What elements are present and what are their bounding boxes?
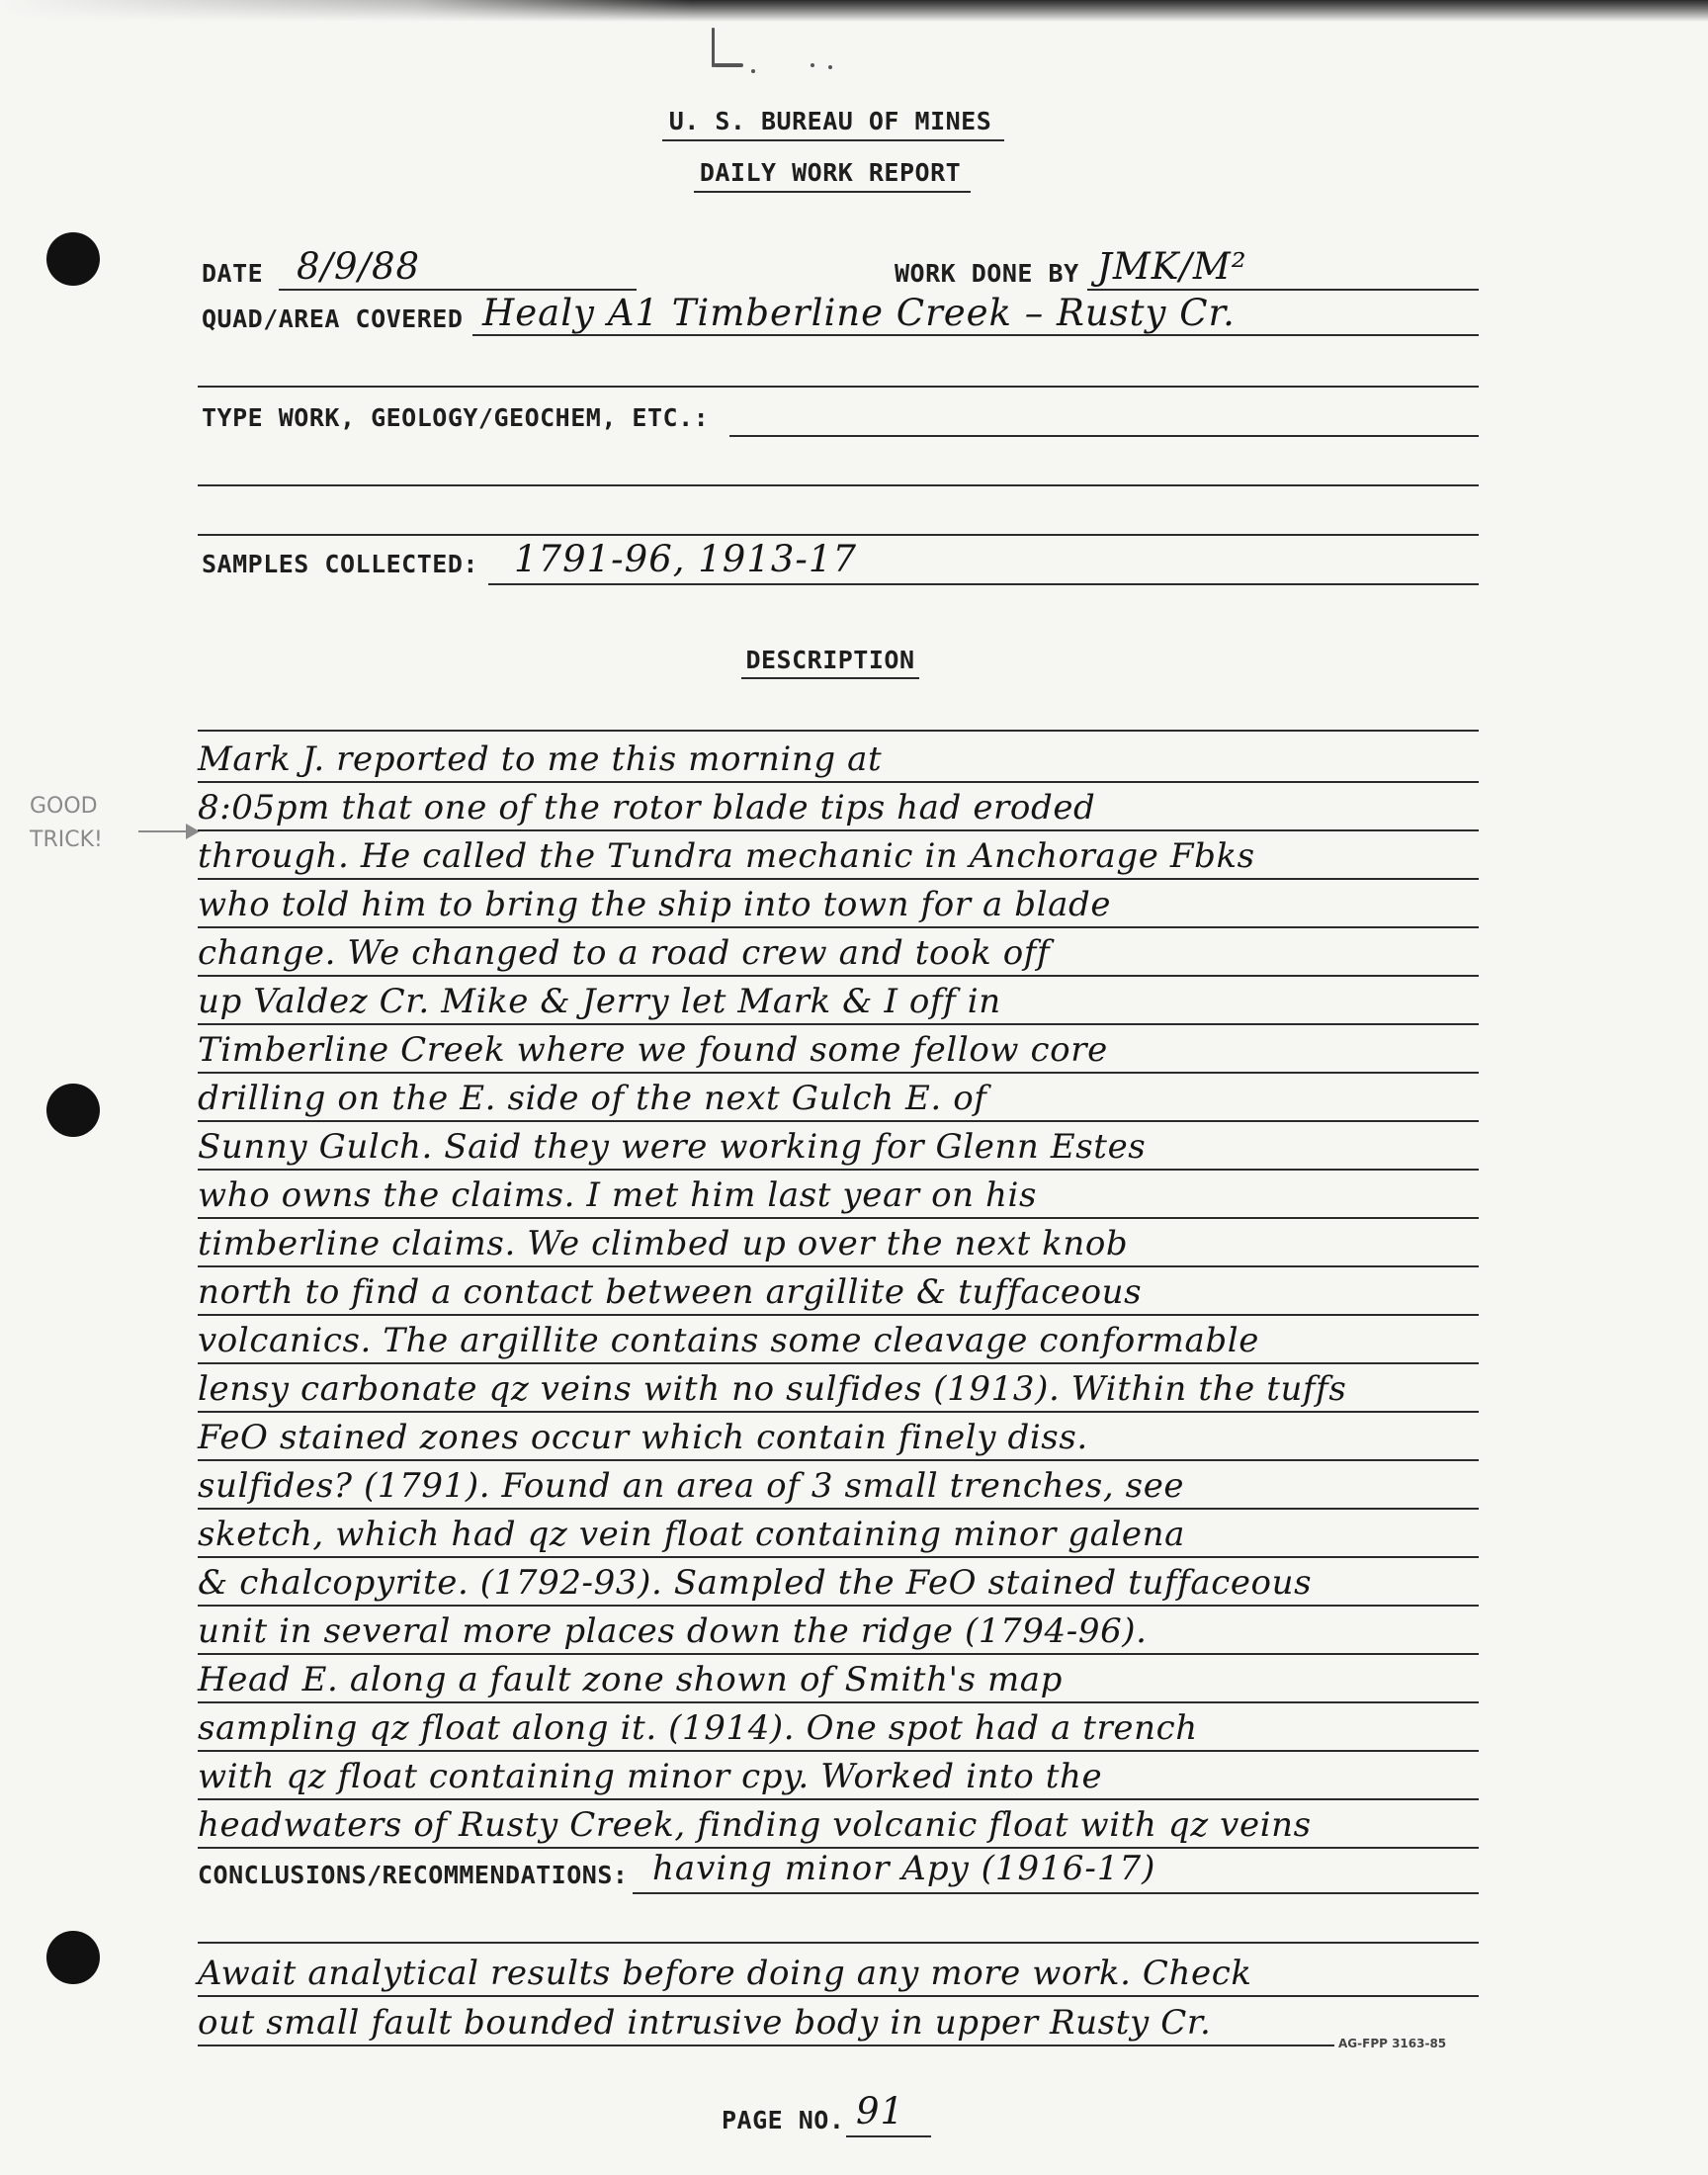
form-code: AG-FPP 3163-85 — [1338, 2037, 1447, 2050]
samples-label: SAMPLES COLLECTED: — [202, 550, 478, 578]
page-number: 91 — [856, 2090, 905, 2132]
samples-value: 1791-96, 1913-17 — [514, 538, 858, 580]
binder-hole — [46, 1084, 100, 1137]
binder-hole — [46, 1931, 100, 1984]
description-line: & chalcopyrite. (1792-93). Sampled the FeO stained tuffaceous — [198, 1563, 1313, 1603]
margin-note-good: GOOD — [30, 794, 98, 819]
description-line: who owns the claims. I met him last year on his — [198, 1175, 1038, 1215]
date-value: 8/9/88 — [297, 245, 421, 288]
description-line: through. He called the Tundra mechanic in Anchorage Fbks — [198, 836, 1255, 876]
description-line: sampling qz float along it. (1914). One spot had a trench — [198, 1708, 1198, 1748]
scan-mark — [712, 28, 715, 67]
description-line: Mark J. reported to me this morning at — [198, 740, 883, 779]
description-heading: DESCRIPTION — [745, 646, 915, 674]
page-label: PAGE NO. — [722, 2106, 845, 2134]
conclusions-label: CONCLUSIONS/RECOMMENDATIONS: — [198, 1861, 629, 1889]
description-line: Head E. along a fault zone shown of Smith's map — [198, 1660, 1064, 1699]
description-line: volcanics. The argillite contains some cleavage conformable — [198, 1321, 1259, 1360]
description-line: up Valdez Cr. Mike & Jerry let Mark & I off in — [198, 982, 1001, 1021]
work-done-by-value: JMK/M² — [1097, 245, 1247, 288]
description-line: FeO stained zones occur which contain finely diss. — [198, 1418, 1088, 1457]
margin-note-trick: TRICK! — [30, 827, 103, 852]
binder-hole — [46, 232, 100, 286]
description-line: north to find a contact between argillite & tuffaceous — [198, 1272, 1143, 1312]
quad-area-value: Healy A1 Timberline Creek – Rusty Cr. — [482, 292, 1236, 334]
description-line: 8:05pm that one of the rotor blade tips had eroded — [198, 788, 1096, 827]
description-line: sketch, which had qz vein float containing minor galena — [198, 1515, 1186, 1554]
description-line: drilling on the E. side of the next Gulch E. of — [198, 1079, 987, 1118]
description-line: change. We changed to a road crew and took off — [198, 933, 1051, 973]
type-work-label: TYPE WORK, GEOLOGY/GEOCHEM, ETC.: — [202, 403, 710, 432]
description-line: sulfides? (1791). Found an area of 3 small trenches, see — [198, 1466, 1185, 1506]
conclusion-line: Await analytical results before doing any more work. Check — [198, 1954, 1252, 1993]
conclusion-line: out small fault bounded intrusive body in upper Rusty Cr. — [198, 2003, 1212, 2043]
work-done-by-label: WORK DONE BY — [895, 259, 1079, 288]
conclusions-continuation: having minor Apy (1916-17) — [652, 1849, 1156, 1888]
arrow-icon — [138, 830, 198, 832]
description-line: Sunny Gulch. Said they were working for Glenn Estes — [198, 1127, 1147, 1167]
description-line: with qz float containing minor cpy. Worked into the — [198, 1757, 1103, 1796]
report-title: DAILY WORK REPORT — [699, 158, 962, 187]
description-line: lensy carbonate qz veins with no sulfides (1913). Within the tuffs — [198, 1369, 1347, 1409]
description-line: Timberline Creek where we found some fellow core — [198, 1030, 1108, 1070]
description-line: who told him to bring the ship into town for a blade — [198, 885, 1112, 924]
description-line: timberline claims. We climbed up over the next knob — [198, 1224, 1129, 1263]
agency-title: U. S. BUREAU OF MINES — [668, 107, 992, 135]
date-label: DATE — [202, 259, 264, 288]
quad-area-label: QUAD/AREA COVERED — [202, 304, 464, 333]
description-line: unit in several more places down the ridge (1794-96). — [198, 1611, 1148, 1651]
description-line: headwaters of Rusty Creek, finding volcanic float with qz veins — [198, 1805, 1312, 1845]
